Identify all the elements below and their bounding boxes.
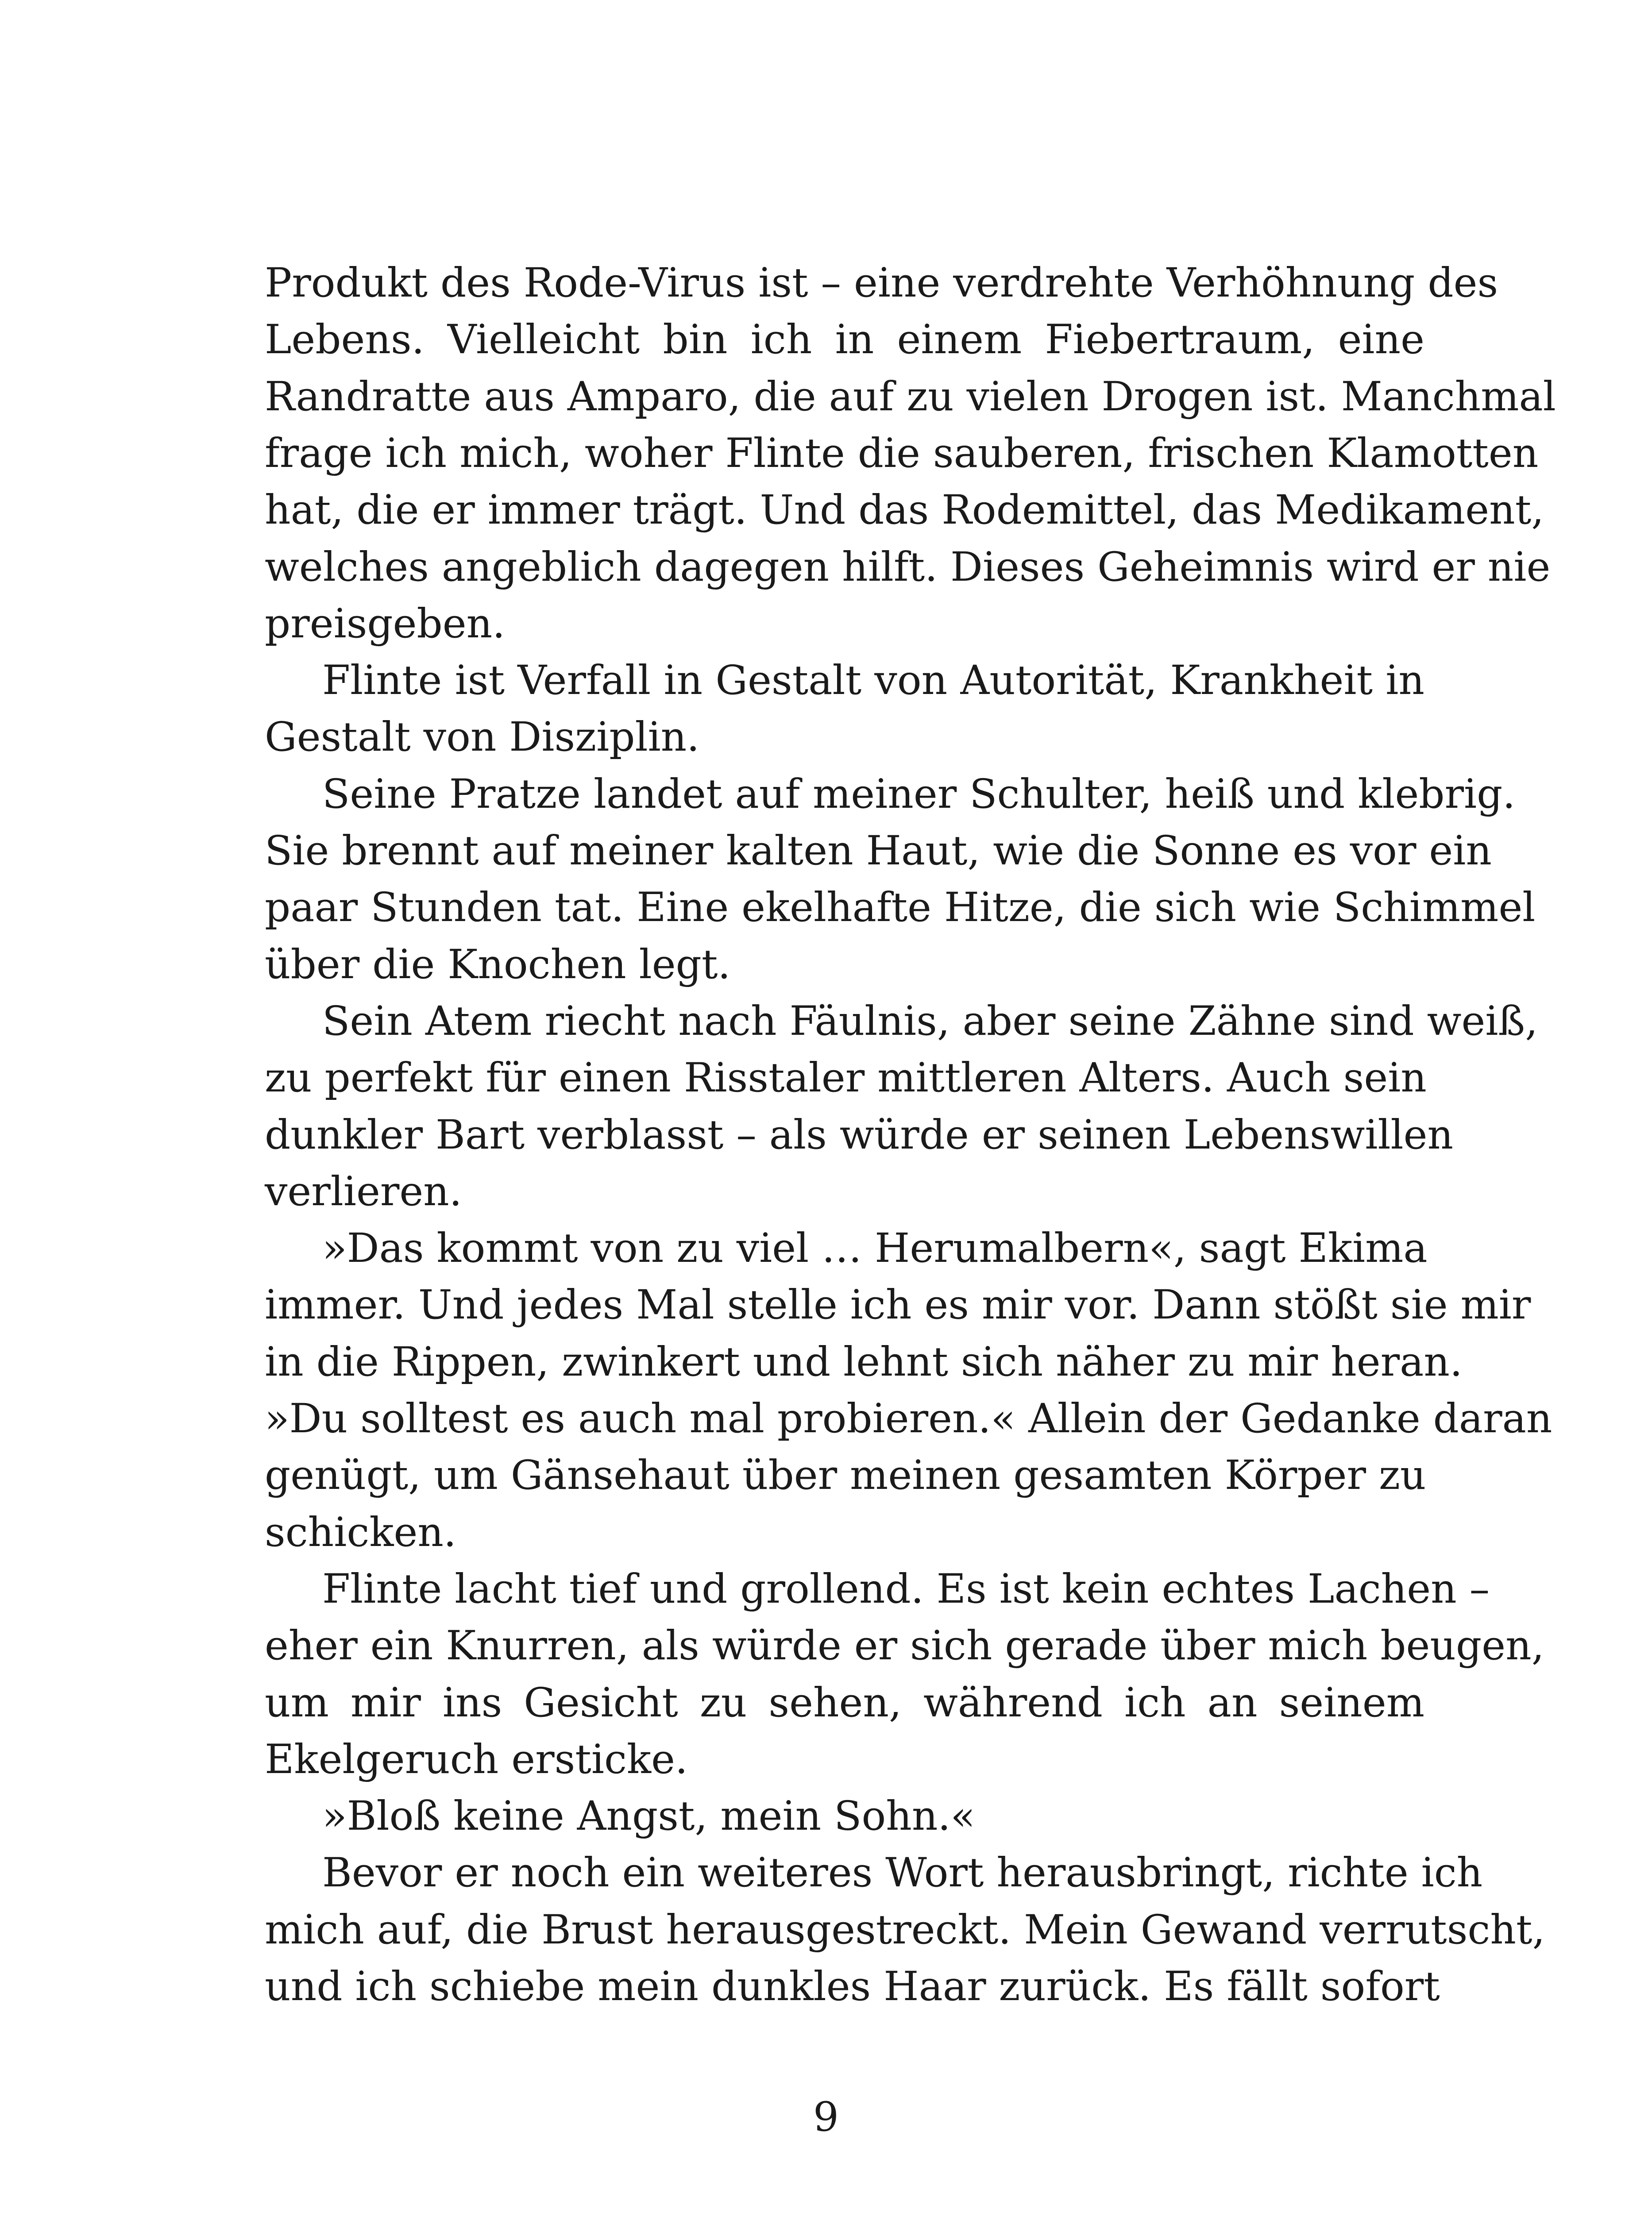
text-line: mich auf, die Brust herausgestreckt. Mein Gewand verrutscht, <box>265 1907 1545 1953</box>
text-line: Produkt des Rode-Virus ist – eine verdrehte Verhöhnung des <box>265 260 1498 306</box>
text-line: immer. Und jedes Mal stelle ich es mir vor. Dann stößt sie mir <box>265 1282 1531 1328</box>
text-line: Gestalt von Disziplin. <box>265 714 700 760</box>
text-line: Seine Pratze landet auf meiner Schulter, heiß und klebrig. <box>322 771 1516 817</box>
text-line: Sein Atem riecht nach Fäulnis, aber seine Zähne sind weiß, <box>322 998 1538 1045</box>
text-line: zu perfekt für einen Risstaler mittleren Alters. Auch sein <box>265 1055 1427 1101</box>
text-line: welches angeblich dagegen hilft. Dieses Geheimnis wird er nie <box>265 544 1551 590</box>
text-line: Ekelgeruch ersticke. <box>265 1736 688 1783</box>
text-line: Flinte lacht tief und grollend. Es ist kein echtes Lachen – <box>322 1566 1490 1612</box>
text-line: dunkler Bart verblasst – als würde er seinen Lebenswillen <box>265 1112 1454 1158</box>
text-line: eher ein Knurren, als würde er sich gerade über mich beugen, <box>265 1623 1544 1669</box>
text-line: schicken. <box>265 1509 456 1556</box>
text-line: Lebens. Vielleicht bin ich in einem Fiebertraum, eine <box>265 316 1424 363</box>
text-line: genügt, um Gänsehaut über meinen gesamten Körper zu <box>265 1452 1426 1499</box>
text-line: frage ich mich, woher Flinte die sauberen, frischen Klamotten <box>265 430 1539 477</box>
text-line: »Das kommt von zu viel … Herumalbern«, sagt Ekima <box>322 1225 1428 1272</box>
text-line: Randratte aus Amparo, die auf zu vielen Drogen ist. Manchmal <box>265 374 1556 420</box>
text-line: preisgeben. <box>265 601 506 647</box>
text-line: und ich schiebe mein dunkles Haar zurück. Es fällt sofort <box>265 1963 1440 2010</box>
text-line: in die Rippen, zwinkert und lehnt sich näher zu mir heran. <box>265 1339 1463 1385</box>
text-line: paar Stunden tat. Eine ekelhafte Hitze, die sich wie Schimmel <box>265 884 1536 931</box>
text-line: verlieren. <box>265 1168 462 1215</box>
text-line: »Du solltest es auch mal probieren.« Allein der Gedanke daran <box>265 1396 1552 1442</box>
text-line: hat, die er immer trägt. Und das Rodemittel, das Medikament, <box>265 487 1544 533</box>
text-line: um mir ins Gesicht zu sehen, während ich an seinem <box>265 1680 1424 1726</box>
page-number: 9 <box>813 2094 839 2140</box>
text-line: Bevor er noch ein weiteres Wort herausbringt, richte ich <box>322 1850 1483 1896</box>
text-line: über die Knochen legt. <box>265 941 731 988</box>
text-line: Sie brennt auf meiner kalten Haut, wie die Sonne es vor ein <box>265 828 1492 874</box>
text-line: »Bloß keine Angst, mein Sohn.« <box>322 1793 976 1839</box>
text-line: Flinte ist Verfall in Gestalt von Autorität, Krankheit in <box>322 657 1424 704</box>
